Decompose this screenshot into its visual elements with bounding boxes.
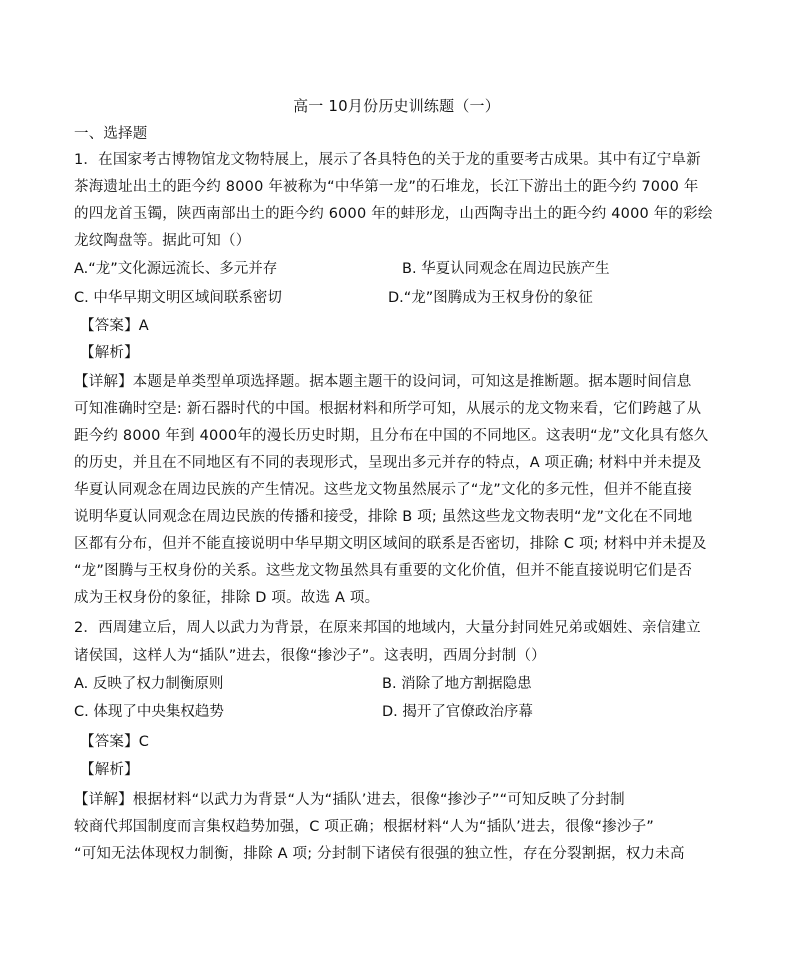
q1-detail-line-2: 可知准确时空是: 新石器时代的中国。根据材料和所学可知，从展示的龙文物来看，它们跨越了从 [74,401,702,417]
q1-detail-line-9: 成为王权身份的象征，排除 D 项。故选 A 项。 [74,590,380,606]
page-title: 高一 10月份历史训练题（一） [293,97,500,115]
q2-detail-line-1: 【详解】根据材料“以武力为背景“人为“插队’进去，很像“掺沙子”“可知反映了分封制 [74,792,625,808]
q1-answer: 【答案】A [80,318,149,334]
q1-analysis-label: 【解析】 [80,345,139,361]
q2-option-a: A. 反映了权力制衡原则 [74,676,224,692]
q1-option-b: B. 华夏认同观念在周边民族产生 [402,261,610,277]
q1-line-2: 茶海遗址出土的距今约 8000 年被称为“中华第一龙”的石堆龙，长江下游出土的距今约 7000 年 [74,179,699,195]
q2-option-c: C. 体现了中央集权趋势 [74,704,224,720]
q1-line-1: 1．在国家考古博物馆龙文物特展上，展示了各具特色的关于龙的重要考古成果。其中有辽宁阜新 [74,152,701,168]
q1-detail-line-7: 区都有分布，但并不能直接说明中华早期文明区域间的联系是否密切，排除 C 项; 材料中并未提及 [74,536,707,552]
q2-answer: 【答案】C [80,734,150,750]
q2-analysis-label: 【解析】 [80,762,139,778]
q2-detail-line-2: 较商代邦国制度而言集权趋势加强，C 项正确；根据材料“人为“插队’进去，很像“掺沙子” [74,819,654,835]
q2-option-d: D. 揭开了官僚政治序幕 [382,704,533,720]
q2-option-b: B. 消除了地方割据隐患 [382,676,532,692]
q1-option-d: D.“龙”图腾成为王权身份的象征 [388,290,593,306]
q2-detail-line-3: “可知无法体现权力制衡，排除 A 项; 分封制下诸侯有很强的独立性，存在分裂割据，权力未高 [74,846,685,862]
q1-detail-line-4: 的历史，并且在不同地区有不同的表现形式，呈现出多元并存的特点，A 项正确; 材料中并未提及 [74,455,702,471]
q1-detail-line-3: 距今约 8000 年到 4000年的漫长历史时期，且分布在中国的不同地区。这表明“龙”文化具有悠久 [74,428,709,444]
q1-option-a: A.“龙”文化源远流长、多元并存 [74,261,278,277]
q1-detail-line-6: 说明华夏认同观念在周边民族的传播和接受，排除 B 项; 虽然这些龙文物表明“龙”文化在不同地 [74,509,693,525]
q1-detail-line-8: “龙”图腾与王权身份的关系。这些龙文物虽然具有重要的文化价值，但并不能直接说明它们是否 [74,563,693,579]
q1-line-4: 龙纹陶盘等。据此可知（） [74,233,251,249]
q1-option-c: C. 中华早期文明区域间联系密切 [74,290,282,306]
q2-line-2: 诸侯国，这样人为“插队”进去，很像“掺沙子”。这表明，西周分封制（） [74,648,546,664]
section-heading: 一、选择题 [74,126,148,142]
q1-detail-line-1: 【详解】本题是单类型单项选择题。据本题主题干的设问词，可知这是推断题。据本题时间信息 [74,374,692,390]
q1-detail-line-5: 华夏认同观念在周边民族的产生情况。这些龙文物虽然展示了“龙”文化的多元性，但并不能直接 [74,482,693,498]
q2-line-1: 2．西周建立后，周人以武力为背景，在原来邦国的地域内，大量分封同姓兄弟或姻姓、亲信建立 [74,620,701,636]
q1-line-3: 的四龙首玉镯，陕西南部出土的距今约 6000 年的蚌形龙，山西陶寺出土的距今约 4000 年的彩绘 [74,206,713,222]
